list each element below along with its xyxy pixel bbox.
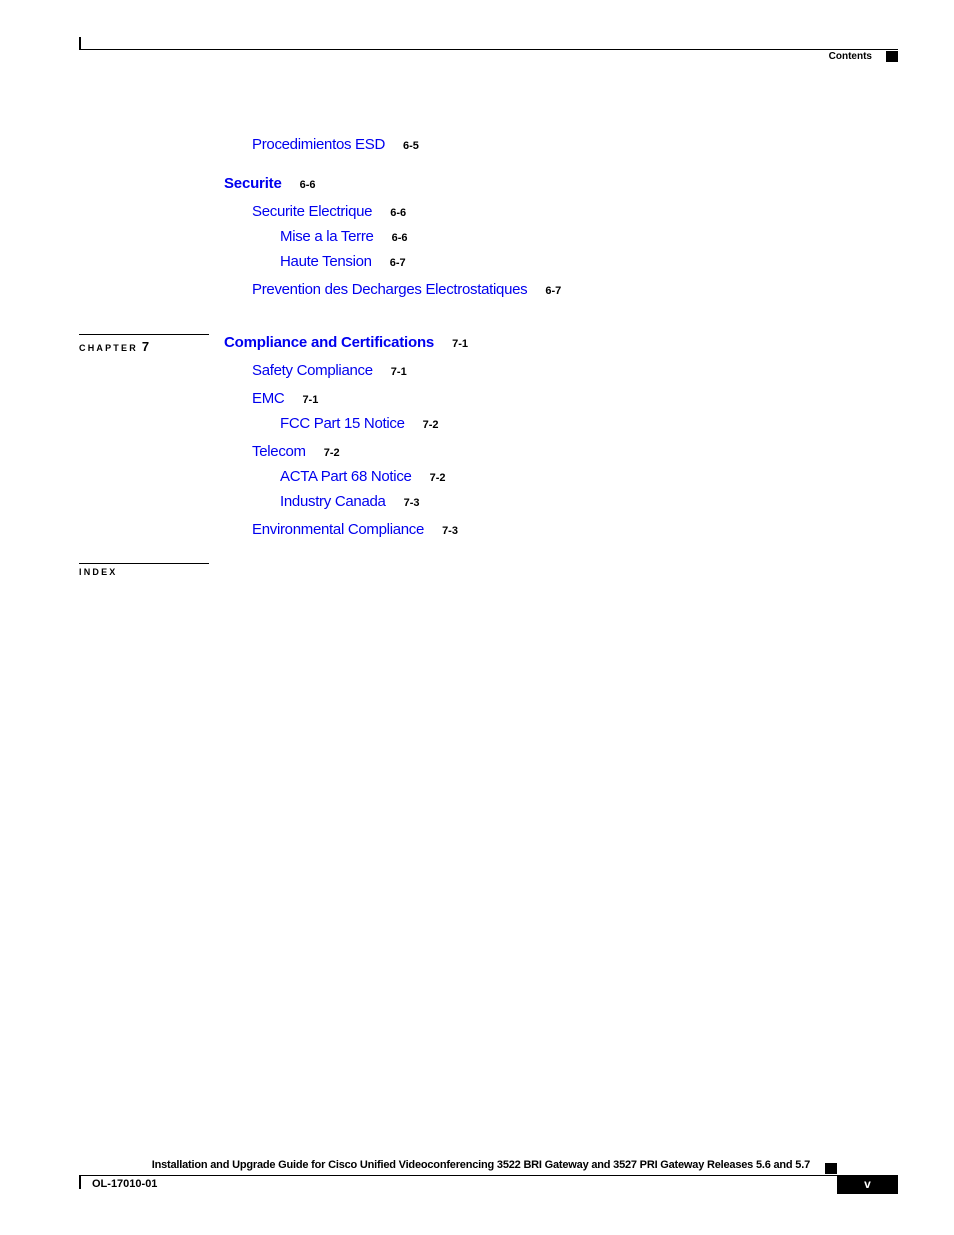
toc-entry-title: Procedimientos ESD [252,136,385,153]
toc-entry-title: Compliance and Certifications [224,334,435,351]
toc-entry-title: Securite Electrique [252,203,373,220]
index-label: INDEX [79,567,118,577]
toc-entry-title: Environmental Compliance [252,521,425,538]
toc-entry-title: Securite [224,175,282,192]
header-rule [79,49,898,50]
chapter-label-text: CHAPTER [79,343,138,353]
chapter-7-label [79,339,149,354]
footer-corner-tick [79,1175,81,1189]
toc-entry-fcc-part-15-notice[interactable] [280,415,439,432]
toc-entry-title: Industry Canada [280,493,386,510]
toc-entry-prevention-des-decharges[interactable] [252,281,561,298]
toc-entry-telecom[interactable] [252,443,340,460]
toc-entry-title: FCC Part 15 Notice [280,415,405,432]
footer-guide-title: Installation and Upgrade Guide for Cisco Unified Videoconferencing 3522 BRI Gateway and 3527 PRI Gateway Releases 5.6 and 5.7 [151,1159,810,1171]
footer-doc-number: OL-17010-01 [92,1178,158,1190]
toc-entry-title: Prevention des Decharges Electrostatiques [252,281,528,298]
toc-entry-environmental-compliance[interactable] [252,521,458,538]
toc-entry-haute-tension[interactable] [280,253,406,270]
toc-entry-title: Haute Tension [280,253,372,270]
toc-entry-page: 6-6 [299,179,316,191]
chapter-7-rule [79,334,209,335]
toc-entry-page: 7-1 [452,338,468,350]
toc-entry-securite-electrique[interactable] [252,203,406,220]
toc-entry-acta-part-68-notice[interactable] [280,468,445,485]
toc-entry-page: 6-5 [403,140,419,152]
toc-entry-page: 7-2 [323,447,340,459]
toc-entry-procedimientos-esd[interactable] [252,136,419,153]
toc-entry-emc[interactable] [252,390,318,407]
chapter-number: 7 [141,339,150,354]
toc-entry-title: Mise a la Terre [280,228,374,245]
header-marker-block [886,51,898,62]
toc-entry-title: ACTA Part 68 Notice [280,468,412,485]
footer-marker-block [825,1163,837,1174]
toc-entry-page: 6-6 [390,207,407,219]
toc-entry-page: 7-1 [302,394,319,406]
toc-entry-page: 6-6 [391,232,408,244]
toc-entry-page: 7-3 [403,497,420,509]
index-rule [79,563,209,564]
toc-entry-page: 7-3 [442,525,458,537]
footer-rule [79,1175,837,1176]
header-section-label: Contents [828,51,872,62]
toc-entry-page: 6-7 [389,257,406,269]
toc-entry-securite[interactable] [224,175,316,192]
toc-entry-page: 7-1 [390,366,407,378]
toc-entry-title: Telecom [252,443,306,460]
toc-entry-title: EMC [252,390,285,407]
toc-entry-page: 6-7 [545,285,562,297]
toc-entry-compliance-and-certifications[interactable] [224,334,468,351]
toc-entry-mise-a-la-terre[interactable] [280,228,408,245]
toc-entry-title: Safety Compliance [252,362,373,379]
footer-page-number: v [837,1175,898,1194]
toc-entry-page: 7-2 [429,472,446,484]
toc-entry-industry-canada[interactable] [280,493,419,510]
toc-entry-safety-compliance[interactable] [252,362,407,379]
toc-entry-page: 7-2 [422,419,439,431]
